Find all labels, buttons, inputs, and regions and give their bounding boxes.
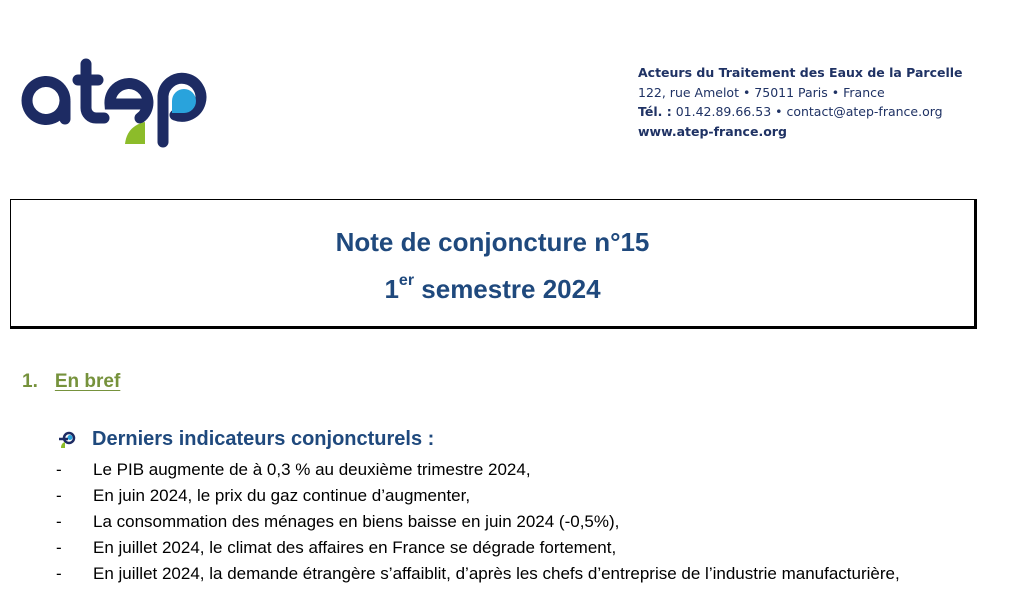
list-item-text: En juillet 2024, le climat des affaires en France se dégrade fortement, xyxy=(93,538,617,557)
indicator-list xyxy=(56,457,965,587)
atep-logo xyxy=(20,52,210,150)
list-item-text: La consommation des ménages en biens baisse en juin 2024 (-0,5%), xyxy=(93,512,620,531)
website-link[interactable]: www.atep-france.org xyxy=(638,123,787,139)
dash-bullet: - xyxy=(56,538,62,557)
atep-bullet-icon xyxy=(58,431,76,449)
dash-bullet: - xyxy=(56,564,62,583)
list-item xyxy=(56,561,965,587)
list-item xyxy=(56,535,965,561)
organization-header xyxy=(638,63,963,141)
list-item xyxy=(56,457,965,483)
org-name: Acteurs du Traitement des Eaux de la Parcelle xyxy=(638,65,963,80)
list-item-text: En juillet 2024, la demande étrangère s’affaiblit, d’après les chefs d’entreprise de l’industrie manufacturière, xyxy=(93,564,900,583)
section-number: 1. xyxy=(22,371,38,392)
subsection-heading xyxy=(58,428,434,451)
list-item-text: En juin 2024, le prix du gaz continue d’augmenter, xyxy=(93,486,471,505)
subtitle-text: semestre 2024 xyxy=(414,274,601,304)
dash-bullet: - xyxy=(56,486,62,505)
section-heading xyxy=(22,371,120,393)
subsection-title: Derniers indicateurs conjoncturels : xyxy=(92,428,435,450)
subtitle-superscript: er xyxy=(398,272,415,289)
title-box xyxy=(10,199,977,329)
address: 122, rue Amelot • 75011 Paris • France xyxy=(638,84,885,100)
dash-bullet: - xyxy=(56,460,62,479)
document-title: Note de conjoncture n°15 xyxy=(335,227,650,257)
section-label: En bref xyxy=(54,371,121,392)
subtitle-number: 1 xyxy=(384,274,399,304)
list-item-text: Le PIB augmente de à 0,3 % au deuxième trimestre 2024, xyxy=(93,460,531,479)
tel-contact[interactable]: 01.42.89.66.53 • contact@atep-france.org xyxy=(675,104,943,119)
tel-label: Tél. : xyxy=(638,104,672,119)
list-item xyxy=(56,509,965,535)
list-item xyxy=(56,483,965,509)
document-subtitle xyxy=(11,274,974,305)
dash-bullet: - xyxy=(56,512,62,531)
